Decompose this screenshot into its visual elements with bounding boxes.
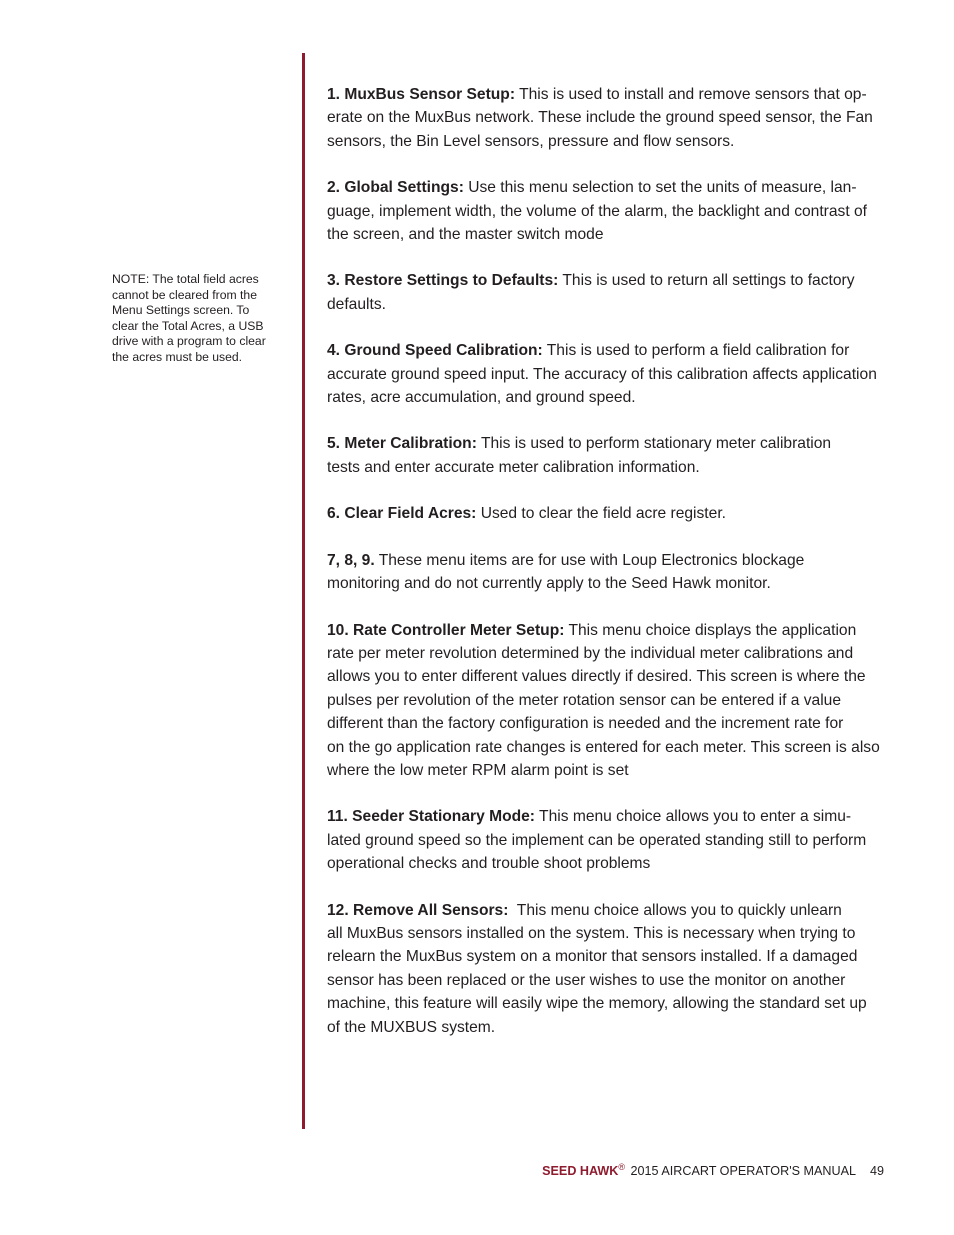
paragraph-line [327, 339, 887, 362]
paragraph-line: guage, implement width, the volume of the alarm, the backlight and contrast of [327, 202, 868, 220]
paragraph-line [327, 619, 887, 642]
section-title: 5. Meter Calibration: [327, 435, 477, 453]
paragraph-line [327, 899, 887, 922]
footer-manual-title: 2015 AIRCART OPERATOR'S MANUAL [627, 1164, 856, 1179]
paragraph-line: erate on the MuxBus network. These include the ground speed sensor, the Fan [327, 109, 873, 127]
margin-note [112, 272, 287, 366]
paragraph-line: where the low meter RPM alarm point is set [327, 761, 629, 779]
paragraph-line: rates, acre accumulation, and ground speed. [327, 389, 636, 407]
section-text: This is used to return all settings to factory [558, 272, 855, 290]
paragraph-line: lated ground speed so the implement can be operated standing still to perform [327, 831, 867, 849]
paragraph-line: on the go application rate changes is entered for each meter. This screen is also [327, 738, 880, 756]
section-meter-calibration [327, 432, 887, 479]
section-remove-all-sensors [327, 899, 887, 1039]
registered-mark: ® [618, 1162, 626, 1172]
paragraph-line: pulses per revolution of the meter rotation sensor can be entered if a value [327, 691, 842, 709]
section-blockage-items [327, 549, 887, 596]
margin-note-line: the acres must be used. [112, 349, 243, 364]
paragraph-line: sensors, the Bin Level sensors, pressure and flow sensors. [327, 132, 735, 150]
paragraph-line: machine, this feature will easily wipe the memory, allowing the standard set up [327, 995, 867, 1013]
section-title: 3. Restore Settings to Defaults: [327, 272, 559, 290]
paragraph-line: allows you to enter different values directly if desired. This screen is where the [327, 668, 866, 686]
paragraph-line: rate per meter revolution determined by the individual meter calibrations and [327, 644, 854, 662]
section-title: 11. Seeder Stationary Mode: [327, 808, 535, 826]
margin-note-line: NOTE: The total field acres [112, 272, 259, 286]
paragraph-line: of the MUXBUS system. [327, 1018, 496, 1036]
section-ground-speed-calibration [327, 339, 887, 409]
section-text: Used to clear the field acre register. [476, 505, 726, 523]
section-text: This is used to install and remove sensors that op- [515, 86, 867, 103]
paragraph-line: sensor has been replaced or the user wishes to use the monitor on another [327, 971, 846, 989]
section-rate-controller-meter-setup [327, 619, 887, 783]
paragraph-line: accurate ground speed input. The accuracy of this calibration affects application [327, 365, 877, 383]
margin-note-line: clear the Total Acres, a USB [112, 318, 264, 333]
page-footer [0, 1162, 884, 1178]
paragraph-line [327, 176, 887, 199]
section-clear-field-acres [327, 502, 887, 525]
paragraph-line [327, 83, 887, 106]
paragraph-line: tests and enter accurate meter calibration information. [327, 458, 700, 476]
section-title: 7, 8, 9. [327, 551, 375, 569]
footer-brand: SEED HAWK [542, 1164, 619, 1179]
paragraph-line: all MuxBus sensors installed on the system. This is necessary when trying to [327, 924, 856, 942]
section-title: 6. Clear Field Acres: [327, 505, 477, 523]
section-title: 12. Remove All Sensors: [327, 901, 509, 919]
section-title: 2. Global Settings: [327, 179, 464, 197]
margin-note-line: cannot be cleared from the [112, 287, 257, 302]
section-text: This is used to perform a field calibration for [542, 342, 850, 360]
section-restore-settings [327, 269, 887, 316]
margin-note-line: Menu Settings screen. To [112, 303, 250, 318]
paragraph-line [327, 269, 887, 292]
paragraph-line [327, 805, 887, 828]
margin-note-line: drive with a program to clear [112, 334, 266, 349]
section-text: This menu choice allows you to enter a simu- [535, 808, 852, 826]
paragraph-line: different than the factory configuration is needed and the increment rate for [327, 715, 844, 733]
section-title: 1. MuxBus Sensor Setup: [327, 86, 516, 103]
section-global-settings [327, 176, 887, 246]
page-number: 49 [869, 1164, 884, 1179]
paragraph-line: relearn the MuxBus system on a monitor that sensors installed. If a damaged [327, 948, 858, 966]
section-title: 4. Ground Speed Calibration: [327, 342, 543, 360]
section-text: This is used to perform stationary meter calibration [476, 435, 832, 453]
paragraph-line [327, 502, 887, 525]
paragraph-line: monitoring and do not currently apply to the Seed Hawk monitor. [327, 575, 771, 593]
section-text: These menu items are for use with Loup Electronics blockage [374, 551, 805, 569]
paragraph-line [327, 549, 887, 572]
paragraph-line: defaults. [327, 295, 386, 313]
section-text: Use this menu selection to set the units of measure, lan- [463, 179, 857, 197]
paragraph-line: the screen, and the master switch mode [327, 226, 604, 244]
section-text: This menu choice allows you to quickly unlearn [508, 901, 842, 919]
section-seeder-stationary-mode [327, 805, 887, 875]
paragraph-line [327, 432, 887, 455]
section-title: 10. Rate Controller Meter Setup: [327, 621, 565, 639]
menu-descriptions [327, 83, 887, 1062]
section-text: This menu choice displays the application [564, 621, 857, 639]
section-muxbus-sensor-setup [327, 83, 887, 153]
paragraph-line: operational checks and trouble shoot problems [327, 855, 651, 873]
vertical-divider-rule [302, 53, 305, 1129]
